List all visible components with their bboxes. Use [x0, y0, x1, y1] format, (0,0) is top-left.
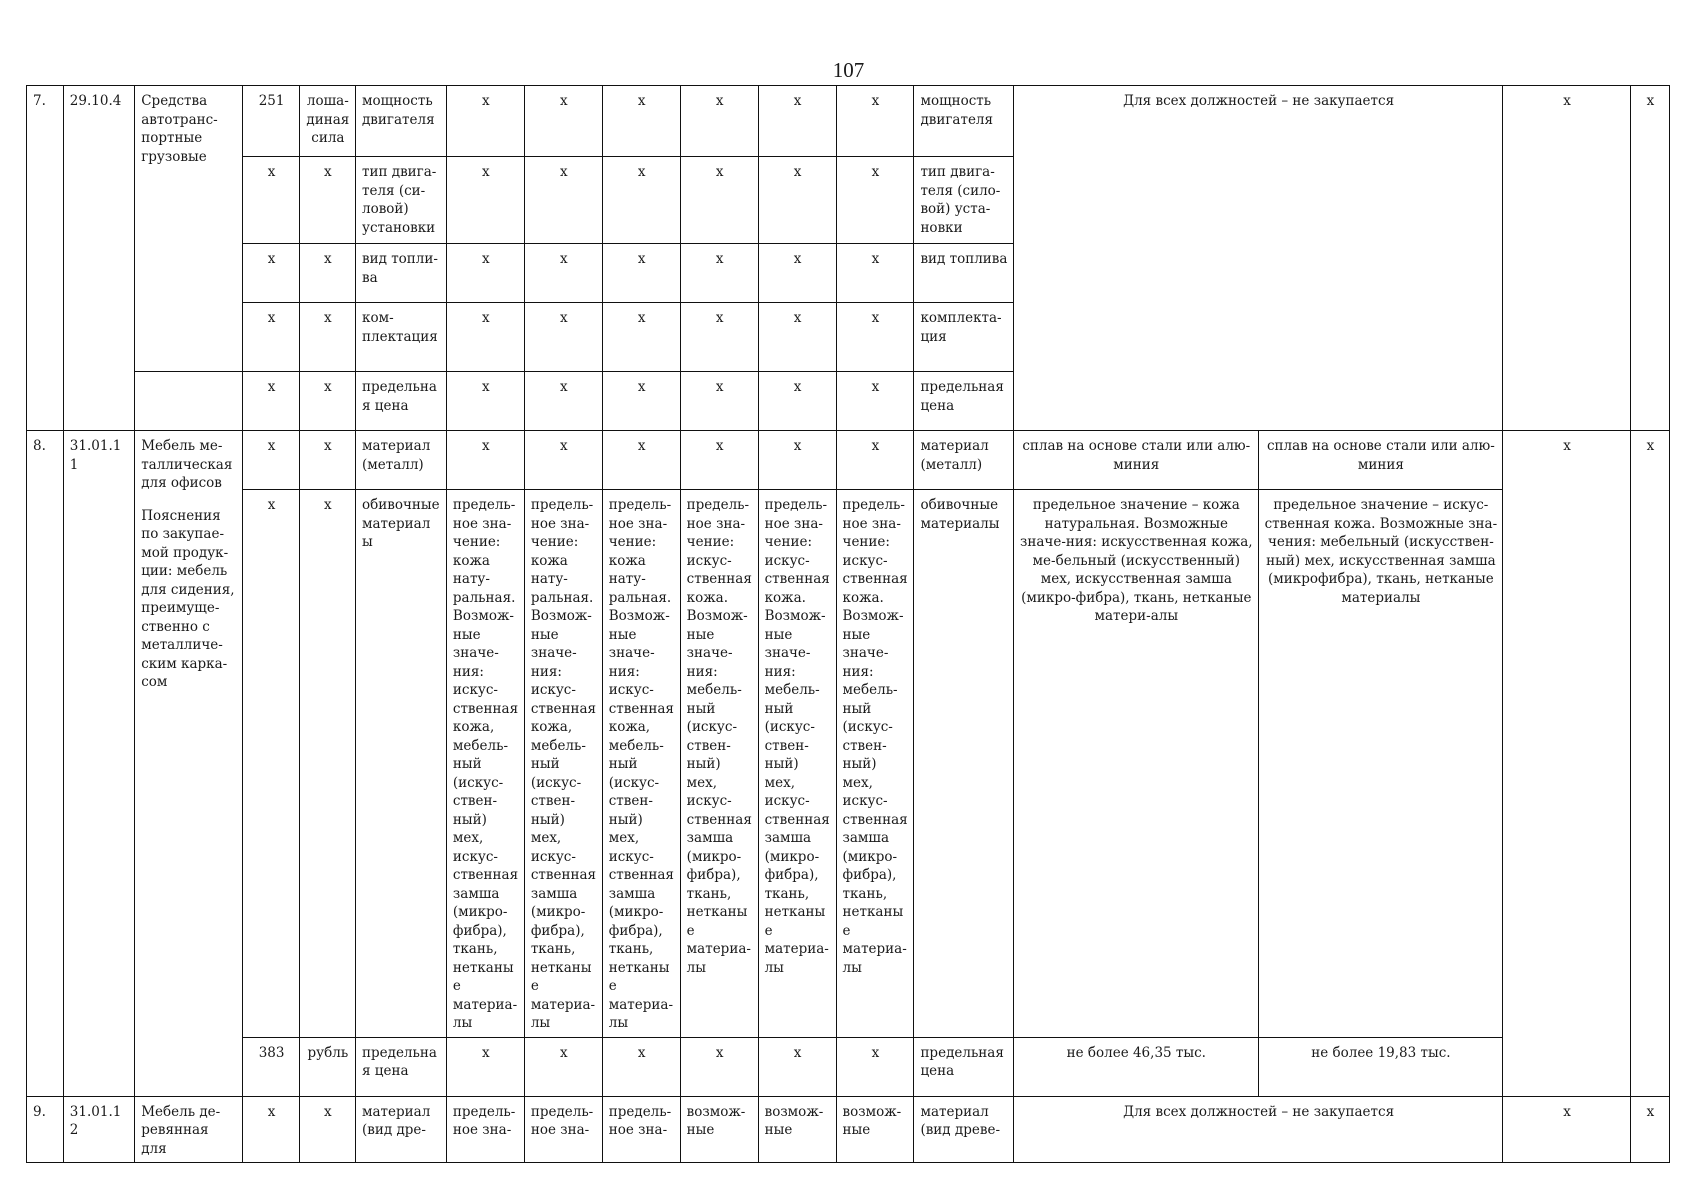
table-row: [27, 1096, 1670, 1163]
value-cell: x: [446, 303, 524, 372]
value-cell: предель-ное зна-: [446, 1096, 524, 1163]
value-cell: x: [680, 372, 758, 431]
value-cell: x: [836, 244, 914, 303]
value-cell: x: [446, 86, 524, 157]
value-cell: предель-ное зна-чение: искус-ственная кожа. Возмож-ные значе-ния: мебель-ный (искус-ствен-ный) мех, искус-ственная замша (микро-фибра), ткань, нетканые материа-лы: [758, 490, 836, 1038]
value-cell: x: [524, 431, 602, 490]
okpd-code: 29.10.4: [63, 86, 134, 431]
row-number: 7.: [27, 86, 64, 431]
merged-note: Для всех должностей – не закупается: [1014, 1096, 1503, 1163]
value-cell: предель-ное зна-: [524, 1096, 602, 1163]
row-number: 9.: [27, 1096, 64, 1163]
unit-name: x: [299, 157, 355, 244]
okpd-code: 31.01.12: [63, 1096, 134, 1163]
value-cell: x: [602, 431, 680, 490]
value-cell: x: [524, 303, 602, 372]
value-cell: x: [758, 303, 836, 372]
value-cell: x: [680, 157, 758, 244]
characteristic-2: предельная цена: [914, 1037, 1014, 1096]
characteristic: вид топли-ва: [356, 244, 447, 303]
value-cell: x: [524, 157, 602, 244]
characteristic-2: комплекта-ция: [914, 303, 1014, 372]
unit-name: x: [299, 303, 355, 372]
value-cell: x: [446, 431, 524, 490]
value-cell: x: [1503, 1096, 1631, 1163]
value-cell: x: [836, 431, 914, 490]
value-cell: x: [602, 303, 680, 372]
value-cell: x: [446, 372, 524, 431]
value-cell: x: [680, 1037, 758, 1096]
characteristic: мощность двигателя: [356, 86, 447, 157]
value-cell: x: [602, 86, 680, 157]
value-cell: x: [524, 1037, 602, 1096]
value-cell: x: [446, 244, 524, 303]
characteristic-2: тип двига-теля (сило-вой) уста-новки: [914, 157, 1014, 244]
table-row: [27, 431, 1670, 490]
unit-name: лоша-диная сила: [299, 86, 355, 157]
product-note: Пояснения по закупае-мой продук-ции: мебель для сидения, преимуще-ственно с металличе-ским карка-сом: [141, 507, 235, 690]
value-cell: x: [602, 244, 680, 303]
value-cell: x: [836, 1037, 914, 1096]
table-row: [27, 490, 1670, 1038]
value-cell: x: [836, 372, 914, 431]
characteristic-2: мощность двигателя: [914, 86, 1014, 157]
value-cell: предель-ное зна-: [602, 1096, 680, 1163]
characteristic-2: предельная цена: [914, 372, 1014, 431]
value-group-b: предельное значение – искус-ственная кожа. Возможные зна-чения: мебельный (искусствен-ный) мех, искусственная замша (микрофибра), ткань, нетканые материалы: [1258, 490, 1503, 1038]
characteristic-2: материал (вид древе-: [914, 1096, 1014, 1163]
value-cell: x: [524, 86, 602, 157]
value-cell: предель-ное зна-чение: искус-ственная кожа. Возмож-ные значе-ния: мебель-ный (искус-ствен-ный) мех, искус-ственная замша (микро-фибра), ткань, нетканые материа-лы: [680, 490, 758, 1038]
okei-code: x: [243, 431, 299, 490]
table-row: [27, 1037, 1670, 1096]
okei-code: 383: [243, 1037, 299, 1096]
merged-note: Для всех должностей – не закупается: [1014, 86, 1503, 431]
unit-name: x: [299, 1096, 355, 1163]
characteristic-2: обивочные материалы: [914, 490, 1014, 1038]
value-cell: x: [602, 372, 680, 431]
value-cell: x: [680, 303, 758, 372]
product-name-cont: [135, 372, 243, 431]
value-cell: x: [1630, 1096, 1669, 1163]
product-name: Средства автотранс-портные грузовые: [135, 86, 243, 372]
value-cell: x: [1630, 431, 1669, 1097]
okei-code: x: [243, 244, 299, 303]
value-cell: x: [1503, 86, 1631, 431]
value-cell: x: [758, 86, 836, 157]
requirements-table: [26, 85, 1670, 1163]
value-cell: возмож-ные: [680, 1096, 758, 1163]
value-cell: x: [680, 86, 758, 157]
unit-name: x: [299, 490, 355, 1038]
product-name-text: Мебель ме-таллическая для офисов: [141, 438, 233, 491]
value-cell: предель-ное зна-чение: кожа нату-ральная. Возмож-ные значе-ния: искус-ственная кожа, мебель-ный (искус-ствен-ный) мех, искус-ственная замша (микро-фибра), ткань, нетканые материа-лы: [524, 490, 602, 1038]
unit-name: рубль: [299, 1037, 355, 1096]
okei-code: 251: [243, 86, 299, 157]
value-group-b: сплав на основе стали или алю-миния: [1258, 431, 1503, 490]
value-cell: предель-ное зна-чение: кожа нату-ральная. Возмож-ные значе-ния: искус-ственная кожа, мебель-ный (искус-ствен-ный) мех, искус-ственная замша (микро-фибра), ткань, нетканые материа-лы: [602, 490, 680, 1038]
unit-name: x: [299, 244, 355, 303]
characteristic: тип двига-теля (си-ловой) установки: [356, 157, 447, 244]
value-cell: x: [836, 86, 914, 157]
value-cell: x: [836, 157, 914, 244]
characteristic: предельная цена: [356, 372, 447, 431]
value-cell: x: [680, 431, 758, 490]
okei-code: x: [243, 490, 299, 1038]
table-row: [27, 86, 1670, 157]
value-cell: x: [758, 1037, 836, 1096]
value-cell: x: [446, 1037, 524, 1096]
value-cell: x: [758, 431, 836, 490]
okei-code: x: [243, 372, 299, 431]
characteristic: ком-плектация: [356, 303, 447, 372]
okpd-code: 31.01.11: [63, 431, 134, 1097]
characteristic: предельная цена: [356, 1037, 447, 1096]
product-name: Мебель де-ревянная для: [135, 1096, 243, 1163]
value-cell: x: [680, 244, 758, 303]
characteristic: обивочные материалы: [356, 490, 447, 1038]
row-number: 8.: [27, 431, 64, 1097]
value-cell: x: [758, 244, 836, 303]
value-cell: предель-ное зна-чение: кожа нату-ральная. Возмож-ные значе-ния: искус-ственная кожа, мебель-ный (искус-ствен-ный) мех, искус-ственная замша (микро-фибра), ткань, нетканые материа-лы: [446, 490, 524, 1038]
value-cell: x: [524, 244, 602, 303]
value-cell: x: [602, 1037, 680, 1096]
unit-name: x: [299, 372, 355, 431]
characteristic-2: вид топлива: [914, 244, 1014, 303]
characteristic-2: материал (металл): [914, 431, 1014, 490]
characteristic: материал (металл): [356, 431, 447, 490]
value-cell: предель-ное зна-чение: искус-ственная кожа. Возмож-ные значе-ния: мебель-ный (искус-ствен-ный) мех, искус-ственная замша (микро-фибра), ткань, нетканые материа-лы: [836, 490, 914, 1038]
value-cell: x: [1630, 86, 1669, 431]
okei-code: x: [243, 1096, 299, 1163]
value-group-b: не более 19,83 тыс.: [1258, 1037, 1503, 1096]
value-cell: x: [836, 303, 914, 372]
value-cell: x: [602, 157, 680, 244]
value-group-a: сплав на основе стали или алю-миния: [1014, 431, 1259, 490]
value-group-a: предельное значение – кожа натуральная. Возможные значе-ния: искусственная кожа, ме-бельный (искусственный) мех, искусственная замша (микро-фибра), ткань, нетканые матери-алы: [1014, 490, 1259, 1038]
product-name: [135, 431, 243, 1097]
value-cell: возмож-ные: [836, 1096, 914, 1163]
page-number: 107: [832, 58, 865, 82]
value-cell: x: [1503, 431, 1631, 1097]
value-cell: x: [446, 157, 524, 244]
okei-code: x: [243, 303, 299, 372]
value-group-a: не более 46,35 тыс.: [1014, 1037, 1259, 1096]
okei-code: x: [243, 157, 299, 244]
value-cell: x: [524, 372, 602, 431]
unit-name: x: [299, 431, 355, 490]
characteristic: материал (вид дре-: [356, 1096, 447, 1163]
value-cell: возмож-ные: [758, 1096, 836, 1163]
value-cell: x: [758, 372, 836, 431]
value-cell: x: [758, 157, 836, 244]
